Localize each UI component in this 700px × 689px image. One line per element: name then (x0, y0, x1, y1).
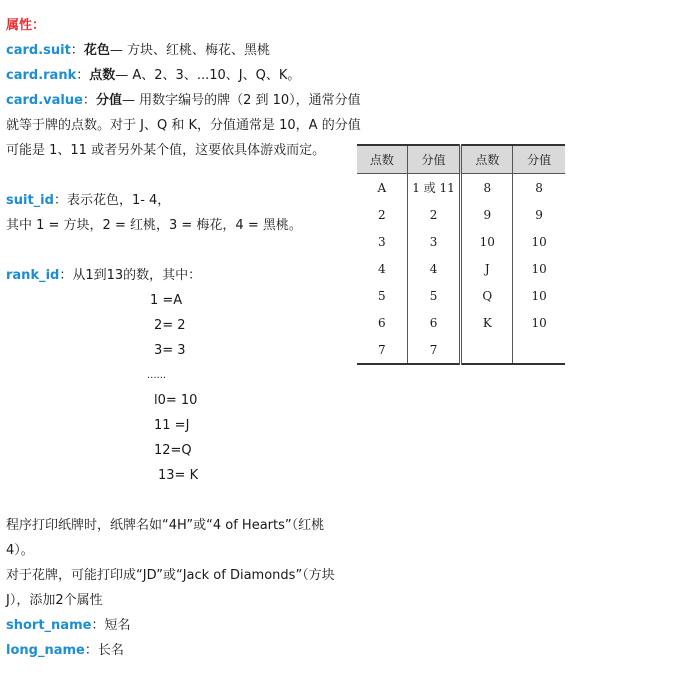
attr-desc: — 方块、红桃、梅花、黑桃 (109, 43, 270, 58)
table-cell: 10 (531, 261, 547, 276)
table-cell: 4 (407, 255, 461, 282)
table-cell: 8 (461, 174, 513, 202)
table-header: 点数 (357, 145, 407, 174)
table-cell: 9 (461, 201, 513, 228)
short-name-key: short_name (6, 618, 92, 633)
rank-item: 13= K (158, 468, 199, 483)
rank-id-desc: ：从1到13的数，其中： (59, 268, 202, 283)
attr-label: 点数 (89, 68, 116, 83)
attr-rank (6, 67, 300, 85)
print-text-1: 程序打印纸牌时，纸牌名如“4H”或“4 of Hearts”（红桃 (6, 518, 325, 533)
table-cell (461, 336, 513, 364)
print-text-4: J），添加2个属性 (6, 593, 103, 608)
value-cont-1: 就等于牌的点数。对于 J、Q 和 K，分值通常是 10，A 的分值 (6, 118, 361, 133)
attr-label: 分值 (95, 93, 122, 108)
table-header: 分值 (407, 145, 461, 174)
heading: 属性： (6, 18, 46, 33)
attr-sep: ： (70, 43, 84, 58)
rank-item: 3= 3 (154, 343, 186, 358)
attr-desc: — 用数字编号的牌（2 到 10），通常分值 (121, 93, 361, 108)
table-cell: 6 (407, 309, 461, 336)
short-name-line (6, 617, 130, 635)
table-cell: 10 (531, 234, 547, 249)
table-cell: 7 (407, 336, 461, 364)
table-cell: 5 (407, 282, 461, 309)
table-cell: 2 (357, 201, 407, 228)
long-name-desc: ：长名 (84, 643, 124, 658)
table-cell: 9 (535, 207, 543, 222)
value-cont-2: 可能是 1、11 或者另外某个值，这要依具体游戏而定。 (6, 143, 326, 158)
attr-desc: — A、2、3、...10、J、Q、K。 (115, 68, 301, 83)
table-row (357, 336, 565, 364)
table-row (357, 228, 565, 255)
print-text-3: 对于花牌，可能打印成“JD”或“Jack of Diamonds”（方块 (6, 568, 335, 583)
table-cell (513, 336, 565, 364)
rank-item: 12=Q (154, 443, 192, 458)
rank-id-line (6, 267, 201, 285)
table-cell: 10 (531, 288, 547, 303)
table-header: 点数 (461, 145, 513, 174)
suit-id-key: suit_id (6, 193, 54, 208)
table-row (357, 255, 565, 282)
table-cell: 2 (407, 201, 461, 228)
attr-value (6, 92, 361, 110)
table-row (357, 174, 565, 202)
table-row (357, 282, 565, 309)
long-name-line (6, 642, 124, 660)
table-row (357, 201, 565, 228)
table-header: 分值 (513, 145, 565, 174)
short-name-desc: ：短名 (91, 618, 131, 633)
attr-sep: ： (76, 68, 90, 83)
table-header-row (357, 145, 565, 174)
table-cell: 10 (461, 228, 513, 255)
rank-item: 2= 2 (154, 318, 186, 333)
attr-key: card.suit (6, 43, 71, 58)
table-cell: 1 或 11 (407, 174, 461, 202)
table-cell: J (461, 255, 513, 282)
table-cell: 7 (357, 336, 407, 364)
suit-id-mapping: 其中 1 = 方块，2 = 红桃，3 = 梅花，4 = 黑桃。 (6, 218, 302, 233)
rank-id-key: rank_id (6, 268, 60, 283)
long-name-key: long_name (6, 643, 85, 658)
table-cell: 3 (407, 228, 461, 255)
table-cell: 3 (357, 228, 407, 255)
rank-item: 1 =A (150, 293, 183, 308)
suit-id-desc: ：表示花色，1- 4， (53, 193, 171, 208)
attr-suit (6, 42, 270, 60)
print-text-2: 4）。 (6, 543, 34, 558)
rank-item: ...... (147, 370, 167, 381)
rank-item: l0= 10 (154, 393, 198, 408)
attr-key: card.value (6, 93, 83, 108)
attr-sep: ： (82, 93, 96, 108)
table-cell: 5 (357, 282, 407, 309)
attr-key: card.rank (6, 68, 77, 83)
table-cell: A (357, 174, 407, 202)
table-cell: 6 (357, 309, 407, 336)
suit-id-line (6, 192, 170, 210)
table-cell: 10 (531, 315, 547, 330)
table-cell: 4 (357, 255, 407, 282)
table-cell: 8 (535, 180, 543, 195)
rank-item: 11 =J (154, 418, 190, 433)
table-cell: K (461, 309, 513, 336)
table-row (357, 309, 565, 336)
rank-value-table (357, 144, 565, 365)
table-cell: Q (461, 282, 513, 309)
attr-label: 花色 (83, 43, 110, 58)
